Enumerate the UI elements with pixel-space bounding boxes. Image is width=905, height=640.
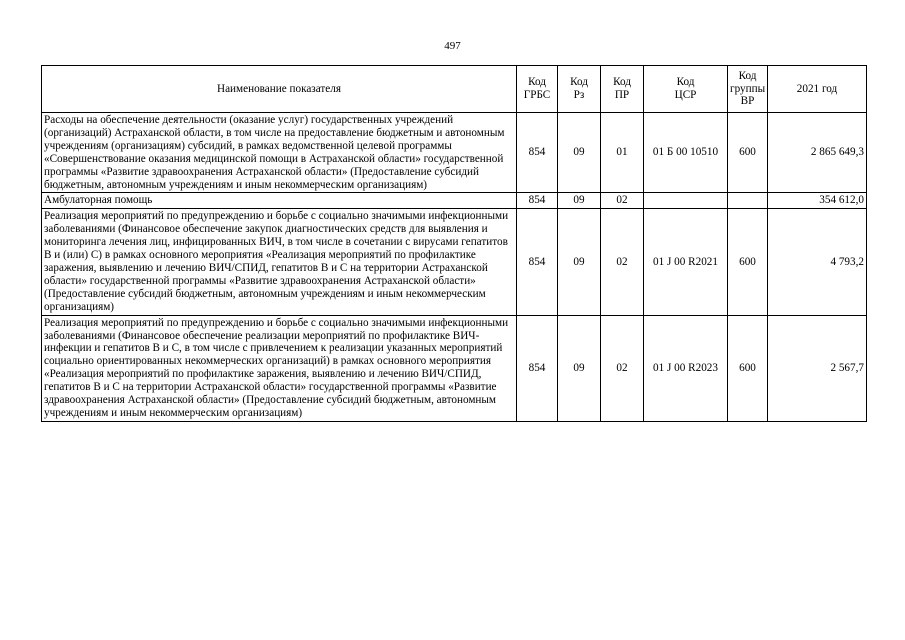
table-row [42, 193, 867, 209]
grbs-code: 854 [517, 193, 558, 209]
pr-code: 02 [601, 209, 644, 315]
vr-code: 600 [728, 113, 768, 193]
header-year-2021: 2021 год [768, 66, 867, 113]
amount-2021: 354 612,0 [768, 193, 867, 209]
header-csr-code: Код ЦСР [644, 66, 728, 113]
indicator-name: Амбулаторная помощь [42, 193, 517, 209]
header-indicator-name: Наименование показателя [42, 66, 517, 113]
table-header-row [42, 66, 867, 113]
rz-code: 09 [558, 315, 601, 421]
grbs-code: 854 [517, 209, 558, 315]
vr-code: 600 [728, 209, 768, 315]
csr-code: 01 Б 00 10510 [644, 113, 728, 193]
header-rz-code: Код Рз [558, 66, 601, 113]
rz-code: 09 [558, 113, 601, 193]
page-number: 497 [444, 40, 461, 52]
rz-code: 09 [558, 193, 601, 209]
indicator-name: Реализация мероприятий по предупреждению и борьбе с социально значимыми инфекционными заболеваниями (Финансовое обеспечение закупок диагностических средств для выявления и мониторинга лечения лиц, инфицированных ВИЧ, в том числе в сочетании с вирусами гепатитов В и (или) С) в рамках основного мероприятия «Реализация мероприятий по профилактике заражения, выявлению и лечению ВИЧ/СПИД, гепатитов В и С на территории Астраханской области» государственной программы «Развитие здравоохранения Астраханской области» (Предоставление субсидий бюджетным, автономным учреждениям и иным некоммерческим организациям) [42, 209, 517, 315]
amount-2021: 4 793,2 [768, 209, 867, 315]
rz-code: 09 [558, 209, 601, 315]
amount-2021: 2 567,7 [768, 315, 867, 421]
csr-code: 01 J 00 R2023 [644, 315, 728, 421]
vr-code: 600 [728, 315, 768, 421]
csr-code [644, 193, 728, 209]
header-pr-code: Код ПР [601, 66, 644, 113]
grbs-code: 854 [517, 113, 558, 193]
header-vr-code: Код группы ВР [728, 66, 768, 113]
table-row [42, 209, 867, 315]
pr-code: 02 [601, 315, 644, 421]
pr-code: 01 [601, 113, 644, 193]
vr-code [728, 193, 768, 209]
amount-2021: 2 865 649,3 [768, 113, 867, 193]
grbs-code: 854 [517, 315, 558, 421]
indicator-name: Реализация мероприятий по предупреждению и борьбе с социально значимыми инфекционными заболеваниями (Финансовое обеспечение реализации мероприятий по профилактике ВИЧ-инфекции и гепатитов В и С, в том числе с привлечением к реализации указанных мероприятий социально ориентированных некоммерческих организаций) в рамках основного мероприятия «Реализация мероприятий по профилактике заражения, выявлению и лечению ВИЧ/СПИД, гепатитов В и С на территории Астраханской области» государственной программы «Развитие здравоохранения Астраханской области» (Предоставление субсидий бюджетным, автономным учреждениям и иным некоммерческим организациям) [42, 315, 517, 421]
table-row [42, 315, 867, 421]
indicator-name: Расходы на обеспечение деятельности (оказание услуг) государственных учреждений (организаций) Астраханской области, в том числе на предоставление бюджетным и автономным учреждениям (организациям) субсидий, в рамках ведомственной целевой программы «Совершенствование оказания медицинской помощи в Астраханской области» государственной программы «Развитие здравоохранения Астраханской области» (Предоставление субсидий бюджетным, автономным учреждениям и иным некоммерческим организациям) [42, 113, 517, 193]
table-row [42, 113, 867, 193]
csr-code: 01 J 00 R2021 [644, 209, 728, 315]
pr-code: 02 [601, 193, 644, 209]
header-grbs-code: Код ГРБС [517, 66, 558, 113]
budget-table [41, 65, 867, 422]
